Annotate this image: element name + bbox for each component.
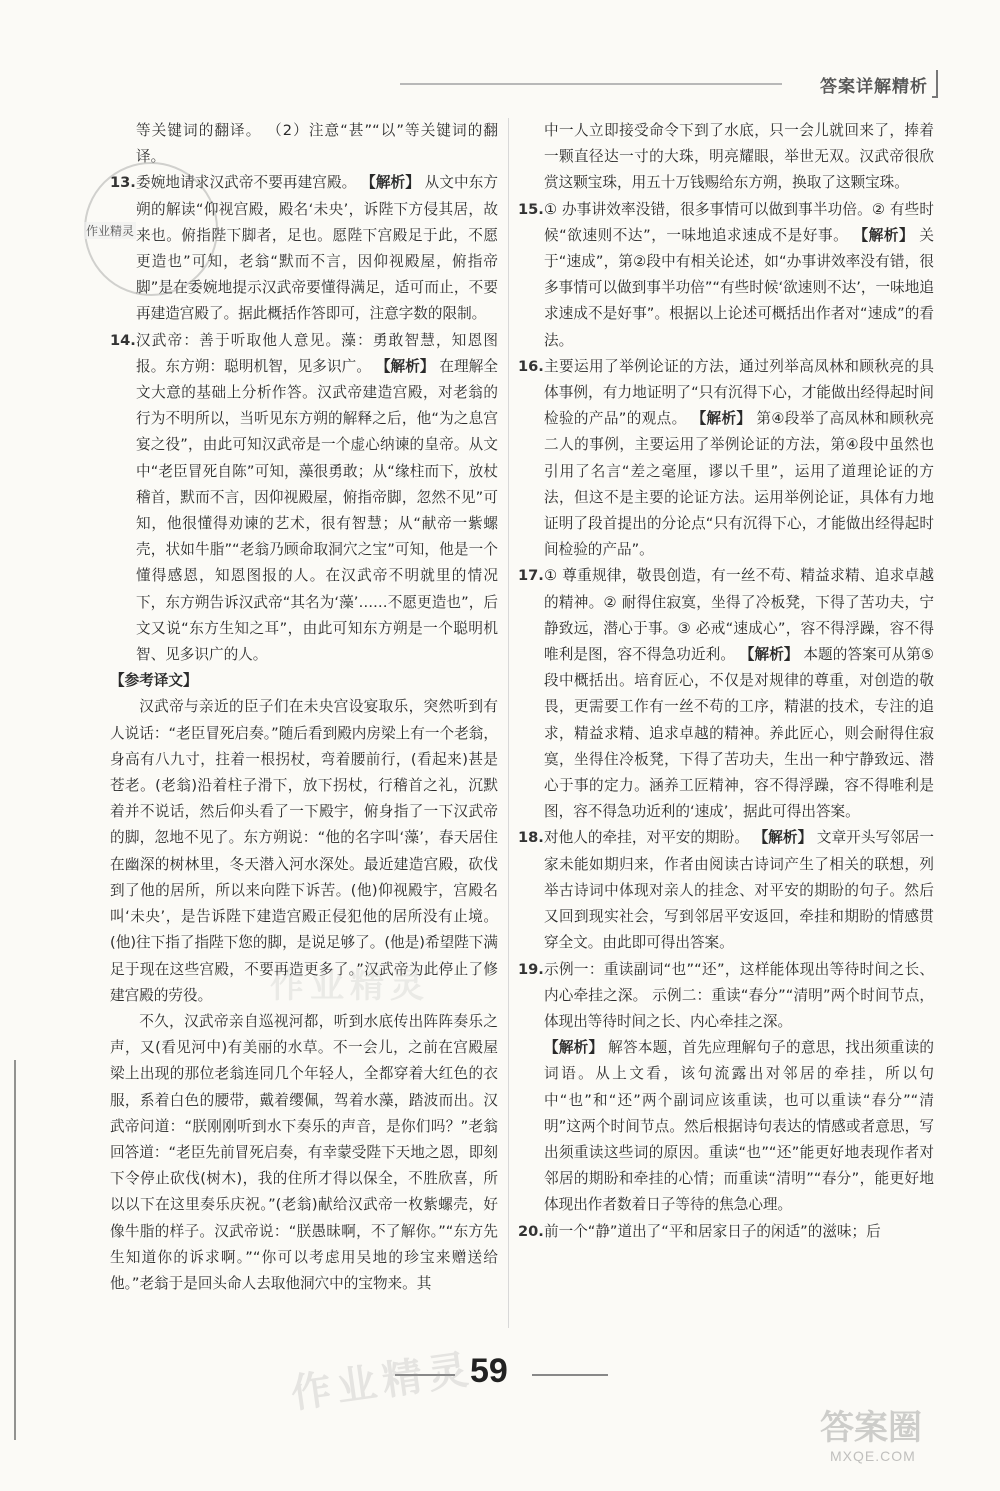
question-16 [518, 354, 934, 564]
analysis-tag: 【解析】 [853, 226, 915, 244]
analysis-text: 关于“速成”，第②段中有相关论述，如“办事讲效率没有错，很多事情可以做到事半功倍”“有些时候‘欲速则不达’，一味地追求速成不是好事”。根据以上论述可概括出作者对“速成”的看法。 [544, 226, 935, 349]
analysis-tag: 【解析】 [753, 829, 813, 847]
column-divider [508, 118, 509, 1328]
question-number: 14. [110, 331, 136, 349]
question-number: 13. [110, 174, 136, 192]
question-14 [110, 328, 498, 669]
answer-text: 示例一：重读副词“也”“还”，这样能体现出等待时间之长、内心牵挂之深。 示例二：重读“春分”“清明”两个时间节点，体现出等待时间之长、内心牵挂之深。 [544, 960, 934, 1030]
translation-paragraph-1: 汉武帝与亲近的臣子们在未央宫设宴取乐，突然听到有人说话：“老臣冒死启奏。”随后看到殿内房梁上有一个老翁，身高有八九寸，拄着一根拐杖，弯着腰前行，(看起来)甚是苍老。(老翁)沿着柱子滑下，放下拐杖，行稽首之礼，沉默着并不说话，然后仰头看了一下殿宇，俯身指了一下汉武帝的脚，忽地不见了。东方朔说：“他的名字叫‘藻’，春天居住在幽深的树林里，冬天潜入河水深处。最近建造宫殿，砍伐到了他的居所，所以来向陛下诉苦。(他)仰视殿宇，宫殿名叫‘未央’，是告诉陛下建造宫殿正侵犯他的居所没有止境。(他)往下指了指陛下您的脚，是说足够了。(他是)希望陛下满足于现在这些宫殿，不要再造更多了。”汉武帝为此停止了修建宫殿的劳役。 [110, 698, 498, 1004]
translation-paragraph-2: 不久，汉武帝亲自巡视河都，听到水底传出阵阵奏乐之声，又(看见河中)有美丽的水草。不一会儿，之前在宫殿屋梁上出现的那位老翁连同几个年轻人，全都穿着大红色的衣服，系着白色的腰带，戴着缨佩，驾着水藻，踏波而出。汉武帝问道：“朕刚刚听到水下奏乐的声音，是你们吗？”老翁回答道：“老臣先前冒死启奏，有幸蒙受陛下天地之恩，即刻下令停止砍伐(树木)，我的住所才得以保全，不胜欣喜，所以以下在这里奏乐庆祝。”(老翁)献给汉武帝一枚紫螺壳，好像牛脂的样子。汉武帝说：“朕愚昧啊，不了解你。”“东方先生知道你的诉求啊。”“你可以考虑用吴地的珍宝来赠送给他。”老翁于是回头命人去取他洞穴中的宝物来。其 [110, 1012, 498, 1292]
answer-text: 汉武帝：善于听取他人意见。藻：勇敢智慧，知恩图报。东方朔：聪明机智，见多识广。 [136, 331, 498, 375]
header-bracket [932, 70, 938, 98]
question-17 [518, 563, 934, 825]
question-number: 17. [518, 567, 544, 585]
site-logo [820, 1400, 970, 1470]
analysis-tag: 【解析】 [375, 357, 435, 375]
analysis-text: 第④段举了高凤林和顾秋亮二人的事例，主要运用了举例论证的方法，第④段中虽然也引用了名言“差之毫厘，谬以千里”，运用了道理论证的方法，但这不是主要的论证方法。运用举例论证，具体有力地证明了段首提出的分论点“只有沉得下心，才能做出经得起时间检验的产品”。 [544, 410, 935, 559]
question-18 [518, 825, 934, 956]
question-15 [518, 197, 934, 354]
logo-main-text: 答案圈 [820, 1408, 922, 1448]
reference-translation-heading: 【参考译文】 [110, 672, 198, 690]
stamp-text: 作业精灵 [86, 224, 135, 238]
question-number: 16. [518, 357, 544, 375]
analysis-text: 本题的答案可从第⑤段中概括出。培育匠心，不仅是对规律的尊重，对创造的敬畏，更需要工作有一丝不苟的工序，精湛的技术，专注的追求，精益求精、追求卓越的精神。养此匠心，则会耐得住寂寞，坐得住冷板凳，下得了苦功夫，生出一种宁静致远、潜心于事的定力。涵养工匠精神，容不得浮躁，容不得唯利是图，容不得急功近利的‘速成’，据此可得出答案。 [544, 646, 934, 821]
header-rule [400, 83, 782, 85]
answer-text: 委婉地请求汉武帝不要再建宫殿。 [136, 174, 357, 192]
answer-text: 前一个“静”道出了“平和居家日子的闲适”的滋味；后 [544, 1222, 881, 1240]
analysis-text: 解答本题，首先应理解句子的意思，找出须重读的词语。从上文看，该句流露出对邻居的牵挂，所以句中“也”和“还”两个副词应该重读，也可以重读“春分”“清明”这两个时间节点。然后根据诗句表达的情感或者意思，写出须重读这些词的原因。重读“也”“还”能更好地表现作者对邻居的期盼和牵挂的心情；而重读“清明”“春分”，能更好地体现出作者数着日子等待的焦急心理。 [544, 1039, 934, 1214]
answer-text: 主要运用了举例论证的方法，通过列举高凤林和顾秋亮的具体事例，有力地证明了“只有沉得下心，才能做出经得起时间检验的产品”的观点。 [544, 357, 934, 428]
watermark-bottom: 作业精灵 [288, 1345, 477, 1418]
answer-text: ① 办事讲效率没错，很多事情可以做到事半功倍。② 有些时候“欲速则不达”，一味地追求速成不是好事。 [544, 200, 934, 244]
analysis-text: 从文中东方朔的解读“仰视宫殿，殿名‘未央’，诉陛下方侵其居，故来也。俯指陛下脚者，足也。愿陛下宫殿足于此，不愿更造也”可知，老翁“默而不言，因仰视殿屋，俯指帝脚”是在委婉地提示汉武帝要懂得满足，适可而止，不要再建造宫殿了。据此概括作答即可，注意字数的限制。 [136, 174, 498, 323]
question-19 [518, 957, 934, 1219]
question-number: 20. [518, 1222, 544, 1240]
right-column [518, 118, 934, 1245]
page-number: 59 [470, 1352, 508, 1390]
analysis-text: 文章开头写邻居一家未能如期归来，作者由阅读古诗词产生了相关的联想，列举古诗词中体现对亲人的挂念、对平安的期盼的句子。然后又回到现实社会，写到邻居平安返回，牵挂和期盼的情感贯穿全文。由此即可得出答案。 [544, 829, 934, 952]
analysis-tag: 【解析】 [361, 174, 420, 192]
question-20 [518, 1219, 934, 1245]
watermark-mid: 作业精灵 [270, 966, 430, 1006]
question-number: 15. [518, 200, 544, 218]
page-number-line-right [532, 1374, 608, 1376]
left-carry-text: 等关键词的翻译。 （2）注意“甚”“以”等关键词的翻译。 [136, 122, 498, 166]
question-number: 19. [518, 960, 544, 978]
right-carry-text: 中一人立即接受命令下到了水底，只一会儿就回来了，捧着一颗直径达一寸的大珠，明亮耀眼，举世无双。汉武帝很欣赏这颗宝珠，用五十万钱赐给东方朔，换取了这颗宝珠。 [544, 122, 934, 192]
answer-text: 对他人的牵挂，对平安的期盼。 [544, 829, 749, 847]
logo-sub-text: MXQE.COM [830, 1448, 916, 1464]
analysis-tag: 【解析】 [739, 646, 799, 664]
analysis-tag: 【解析】 [544, 1039, 604, 1057]
answer-text: ① 尊重规律，敬畏创造，有一丝不苟、精益求精、追求卓越的精神。② 耐得住寂寞，坐得了冷板凳，下得了苦功夫，宁静致远，潜心于事。③ 必戒“速成心”，容不得浮躁，容不得唯利是图，容不得急功近利。 [544, 567, 934, 664]
header-title: 答案详解精析 [820, 77, 928, 97]
question-number: 18. [518, 829, 544, 847]
analysis-text: 在理解全文大意的基础上分析作答。汉武帝建造宫殿，对老翁的行为不明所以，当听见东方朔的解释之后，他“为之息宫宴之役”，由此可知汉武帝是一个虚心纳谏的皇帝。从文中“老臣冒死自陈”可知，藻很勇敢；从“缘柱而下，放杖稽首，默而不言，因仰视殿屋，俯指帝脚，忽然不见”可知，他很懂得劝谏的艺术，很有智慧；从“献帝一紫螺壳，状如牛脂”“老翁乃顾命取洞穴之宝”可知，他是一个懂得感恩，知恩图报的人。在汉武帝不明就里的情况下，东方朔告诉汉武帝“其名为‘藻’……不愿更造也”，后文又说“东方生知之耳”，由此可知东方朔是一个聪明机智、见多识广的人。 [136, 357, 498, 664]
analysis-tag: 【解析】 [691, 410, 752, 428]
left-column [110, 118, 498, 1297]
scan-edge-line [14, 1060, 16, 1440]
